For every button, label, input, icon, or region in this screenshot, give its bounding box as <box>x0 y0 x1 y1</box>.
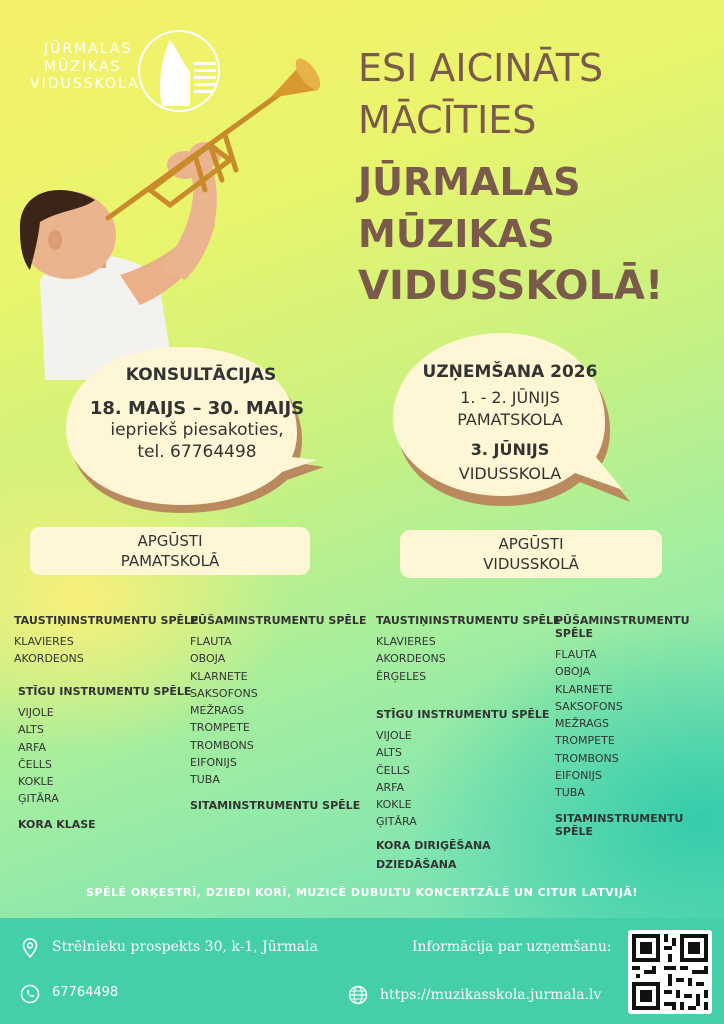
logo-line-3: VIDUSSKOLA <box>30 76 140 92</box>
qr-code[interactable] <box>628 930 712 1014</box>
list-item: TUBA <box>555 786 585 800</box>
footer-info-label: Informācija par uzņemšanu: <box>412 939 612 955</box>
consultation-title: KONSULTĀCIJAS <box>125 365 277 385</box>
admission-date-2: 3. JŪNIJS <box>470 440 550 459</box>
list-item: ĢITĀRA <box>376 815 417 829</box>
section-basic-line-1: APGŪSTI <box>137 532 203 550</box>
secondary-strings-heading: STĪGU INSTRUMENTU SPĒLE <box>376 708 550 721</box>
headline-line-2: MĀCĪTIES <box>358 98 537 142</box>
trumpet-player-image <box>0 50 330 380</box>
list-item: AKORDEONS <box>14 652 84 666</box>
footer <box>0 918 724 1024</box>
list-item: FLAUTA <box>555 648 597 661</box>
headline <box>358 42 708 312</box>
map-pin-icon <box>22 938 38 958</box>
headline-line-5: VIDUSSKOLĀ! <box>358 263 664 309</box>
list-item: ALTS <box>376 746 402 760</box>
footer-phone: 67764498 <box>52 985 119 1000</box>
list-item: VIJOLE <box>376 729 412 742</box>
list-item: TROMBONS <box>555 751 619 765</box>
secondary-winds-heading: PŪŠAMINSTRUMENTU SPĒLE <box>555 614 690 640</box>
list-item: VIJOLE <box>18 706 54 719</box>
headline-line-1: ESI AICINĀTS <box>358 46 604 90</box>
list-item: KOKLE <box>18 775 54 789</box>
list-item: TUBA <box>190 773 220 787</box>
list-item: FLAUTA <box>190 635 232 648</box>
admission-school-1: PAMATSKOLA <box>457 410 563 429</box>
admission-school-2: VIDUSSKOLA <box>458 464 562 483</box>
list-item: KLAVIERES <box>14 635 74 648</box>
list-item: TROMPETE <box>555 734 615 748</box>
globe-icon <box>348 985 368 1005</box>
secondary-keyboard-list <box>376 614 561 685</box>
headline-line-4: MŪZIKAS <box>358 212 555 256</box>
admission-bubble <box>385 330 635 515</box>
logo-line-1: JŪRMALAS <box>44 41 133 57</box>
consultation-bubble <box>62 345 332 515</box>
section-secondary-line-1: APGŪSTI <box>498 535 564 553</box>
list-item: TROMPETE <box>190 721 250 735</box>
basic-strings-heading: STĪGU INSTRUMENTU SPĒLE <box>18 685 192 698</box>
list-item: ČELLS <box>18 757 52 771</box>
basic-strings-list <box>18 685 191 837</box>
list-item: ČELLS <box>376 763 410 777</box>
secondary-strings-list <box>376 708 549 877</box>
consultation-note: iepriekš piesakoties, <box>110 420 284 440</box>
list-item: KLARNETE <box>190 669 248 683</box>
list-item: ALTS <box>18 723 44 737</box>
secondary-singing: DZIEDĀŠANA <box>376 857 457 871</box>
list-item: MEŽRAGS <box>555 717 610 731</box>
list-item: KLAVIERES <box>376 635 436 648</box>
secondary-conducting: KORA DIRIĢĒŠANA <box>376 838 491 852</box>
section-secondary-line-2: VIDUSSKOLĀ <box>483 555 579 573</box>
secondary-percussion: SITAMINSTRUMENTU SPĒLE <box>555 811 684 838</box>
secondary-keys-heading: TAUSTIŅINSTRUMENTU SPĒLE <box>376 614 561 627</box>
list-item: ARFA <box>376 780 405 794</box>
section-basic-school <box>30 527 310 575</box>
list-item: AKORDEONS <box>376 652 446 666</box>
list-item: ARFA <box>18 740 47 754</box>
logo-line-2: MŪZIKAS <box>44 59 122 75</box>
section-secondary-school <box>400 530 662 578</box>
list-item: KLARNETE <box>555 682 613 696</box>
phone-icon <box>20 984 40 1004</box>
consultation-dates: 18. MAIJS – 30. MAIJS <box>89 398 305 419</box>
list-item: EIFONIJS <box>555 769 602 783</box>
consultation-phone: tel. 67764498 <box>137 442 257 462</box>
basic-choir: KORA KLASE <box>18 817 96 831</box>
tagline: SPĒLĒ ORĶESTRĪ, DZIEDI KORĪ, MUZICĒ DUBULTU KONCERTZĀLĒ UN CITUR LATVIJĀ! <box>86 886 638 899</box>
list-item: KOKLE <box>376 798 412 812</box>
list-item: SAKSOFONS <box>190 686 258 700</box>
admission-title: UZŅEMŠANA 2026 <box>422 362 598 382</box>
headline-line-3: JŪRMALAS <box>358 160 581 204</box>
list-item: ĒRĢELES <box>376 669 427 683</box>
basic-winds-heading: PŪŠAMINSTRUMENTU SPĒLE <box>190 614 367 627</box>
admission-date-1: 1. - 2. JŪNIJS <box>460 388 560 407</box>
list-item: MEŽRAGS <box>190 704 245 718</box>
list-item: SAKSOFONS <box>555 699 623 713</box>
section-basic-line-2: PAMATSKOLĀ <box>120 552 220 570</box>
basic-keyboard-list <box>14 614 199 668</box>
basic-percussion: SITAMINSTRUMENTU SPĒLE <box>190 798 361 812</box>
secondary-winds-list <box>555 614 724 844</box>
basic-winds-list <box>190 614 366 818</box>
list-item: OBOJA <box>190 652 226 666</box>
list-item: OBOJA <box>555 665 591 679</box>
list-item: ĢITĀRA <box>18 792 59 806</box>
footer-address: Strēlnieku prospekts 30, k-1, Jūrmala <box>52 939 318 955</box>
basic-keys-heading: TAUSTIŅINSTRUMENTU SPĒLE <box>14 614 199 627</box>
footer-website[interactable]: https://muzikasskola.jurmala.lv <box>380 987 602 1003</box>
list-item: TROMBONS <box>190 738 254 752</box>
list-item: EIFONIJS <box>190 756 237 770</box>
